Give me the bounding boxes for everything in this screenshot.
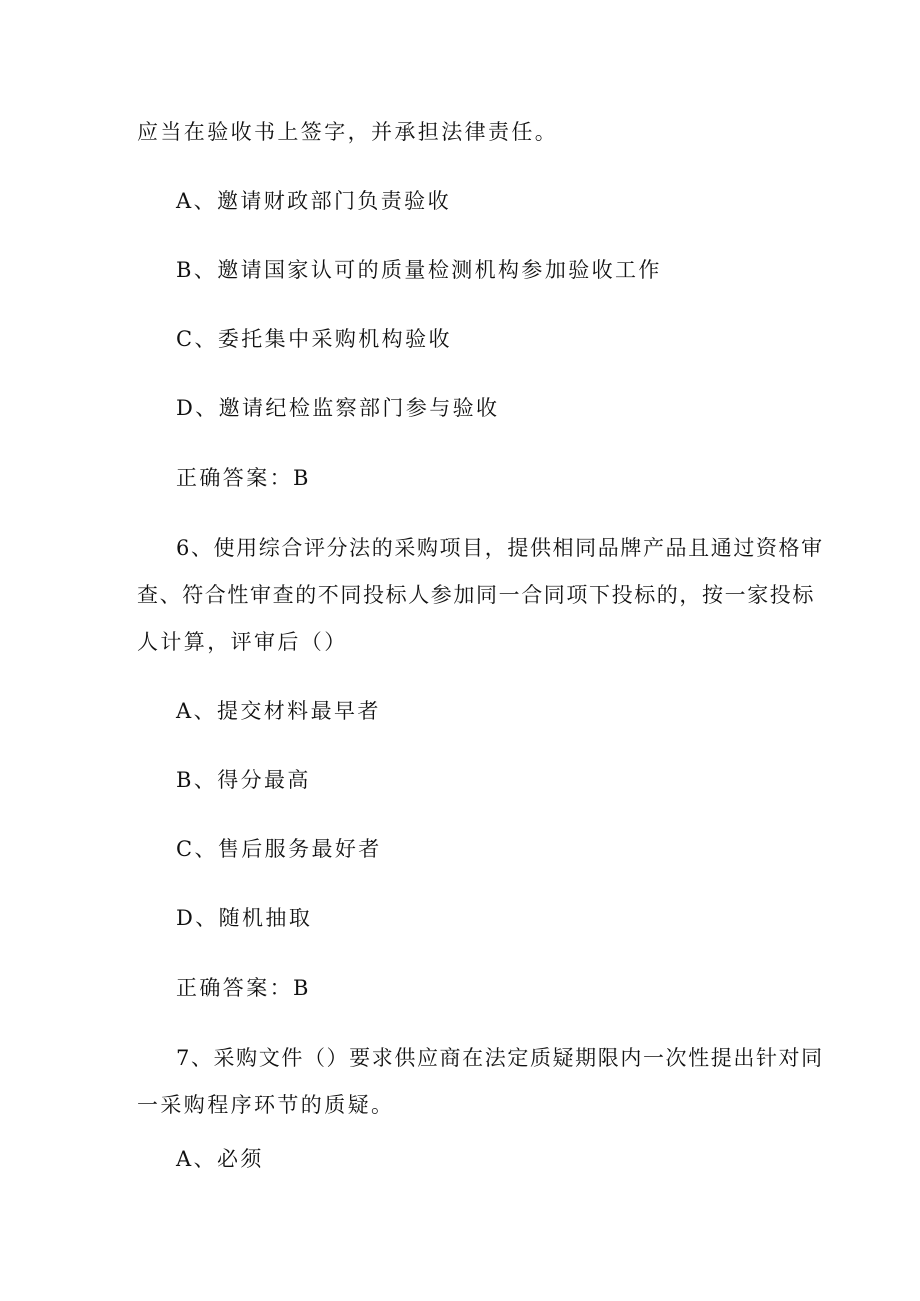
q5-answer: 正确答案：B <box>176 466 311 490</box>
q6-option-b: B、得分最高 <box>176 768 311 792</box>
q5-option-b: B、邀请国家认可的质量检测机构参加验收工作 <box>176 258 662 282</box>
q6-stem-line-2: 查、符合性审查的不同投标人参加同一合同项下投标的，按一家投标 <box>137 583 815 607</box>
q5-stem-tail: 应当在验收书上签字，并承担法律责任。 <box>137 120 559 144</box>
q7-option-a: A、必须 <box>176 1147 264 1171</box>
q6-stem-line-1: 6、使用综合评分法的采购项目，提供相同品牌产品且通过资格审 <box>176 536 824 560</box>
q6-option-c: C、售后服务最好者 <box>176 837 382 861</box>
q5-option-d: D、邀请纪检监察部门参与验收 <box>176 396 500 420</box>
q7-stem-line-1: 7、采购文件（）要求供应商在法定质疑期限内一次性提出针对同 <box>176 1046 824 1070</box>
q6-answer: 正确答案：B <box>176 976 311 1000</box>
q7-stem-line-2: 一采购程序环节的质疑。 <box>137 1093 395 1117</box>
q6-option-d: D、随机抽取 <box>176 906 313 930</box>
q6-option-a: A、提交材料最早者 <box>176 699 381 723</box>
q5-option-c: C、委托集中采购机构验收 <box>176 327 452 351</box>
q6-stem-line-3: 人计算，评审后（） <box>137 630 348 654</box>
q5-option-a: A、邀请财政部门负责验收 <box>176 189 451 213</box>
